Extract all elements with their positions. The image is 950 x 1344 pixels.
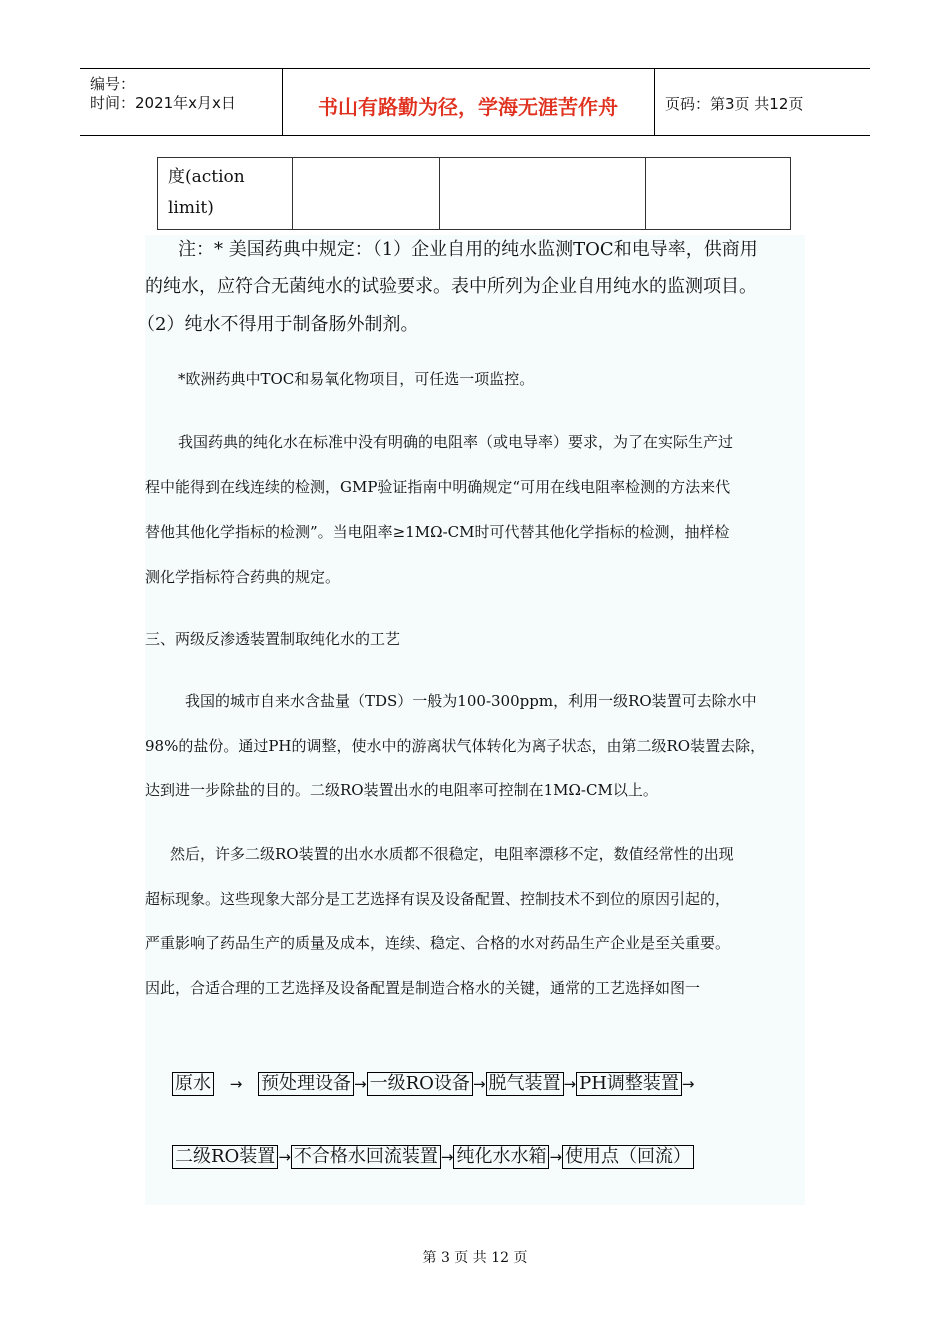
arrow-right-icon: → bbox=[354, 1075, 367, 1093]
note-line: 的纯水，应符合无菌纯水的试验要求。表中所列为企业自用纯水的监测项目。 bbox=[145, 276, 757, 297]
table-divider bbox=[439, 158, 440, 229]
page-header bbox=[80, 68, 870, 136]
flow-step-ph-adjust: PH调整装置 bbox=[576, 1072, 682, 1096]
header-page-cell bbox=[655, 69, 869, 135]
flow-step-purified-tank: 纯化水水箱 bbox=[453, 1145, 549, 1169]
arrow-right-icon: → bbox=[278, 1148, 291, 1166]
table-cell-line2: limit) bbox=[168, 198, 214, 218]
flow-step-reject-recycle: 不合格水回流装置 bbox=[291, 1145, 441, 1169]
flow-step-raw-water: 原水 bbox=[172, 1072, 214, 1096]
document-number-label: 编号： bbox=[90, 75, 136, 93]
paragraph-line: 测化学指标符合药典的规定。 bbox=[145, 568, 341, 586]
flow-step-ro-stage-2: 二级RO装置 bbox=[172, 1145, 278, 1169]
paragraph-line: 替他其他化学指标的检测”。当电阻率≥1MΩ-CM时可代替其他化学指标的检测，抽样检 bbox=[145, 523, 730, 541]
paragraph-line: 严重影响了药品生产的质量及成本，连续、稳定、合格的水对药品生产企业是至关重要。 bbox=[145, 934, 731, 952]
motto-text: 书山有路勤为径，学海无涯苦作舟 bbox=[318, 95, 618, 119]
flow-step-ro-stage-1: 一级RO设备 bbox=[367, 1072, 473, 1096]
arrow-right-icon: → bbox=[229, 1075, 243, 1093]
note-line: （2）纯水不得用于制备肠外制剂。 bbox=[137, 314, 419, 335]
paragraph-line: 98%的盐份。通过PH的调整，使水中的游离状气体转化为离子状态，由第二级RO装置去除， bbox=[145, 737, 766, 755]
page-number-label: 页码：第3页 共12页 bbox=[665, 95, 804, 113]
arrow-right-icon: → bbox=[472, 1075, 486, 1093]
arrow-right-icon: → bbox=[549, 1148, 563, 1166]
table-divider bbox=[292, 158, 293, 229]
flow-step-use-point: 使用点（回流） bbox=[562, 1145, 694, 1169]
header-left-cell bbox=[80, 69, 283, 135]
paragraph-line: 我国的城市自来水含盐量（TDS）一般为100-300ppm，利用一级RO装置可去除水中 bbox=[185, 692, 757, 710]
paragraph-line: 因此，合适合理的工艺选择及设备配置是制造合格水的关键，通常的工艺选择如图一 bbox=[145, 979, 701, 997]
paragraph-line: 达到进一步除盐的目的。二级RO装置出水的电阻率可控制在1MΩ-CM以上。 bbox=[145, 781, 658, 799]
table-divider bbox=[645, 158, 646, 229]
header-motto-cell bbox=[282, 69, 655, 135]
paragraph-line: 我国药典的纯化水在标准中没有明确的电阻率（或电导率）要求，为了在实际生产过 bbox=[178, 433, 734, 451]
document-time-label: 时间：2021年x月x日 bbox=[90, 94, 236, 112]
section-title: 三、两级反渗透装置制取纯化水的工艺 bbox=[145, 630, 401, 648]
arrow-right-icon: → bbox=[440, 1148, 454, 1166]
table-cell-line1: 度(action bbox=[168, 167, 245, 187]
paragraph-line: 程中能得到在线连续的检测，GMP验证指南中明确规定“可用在线电阻率检测的方法来代 bbox=[145, 478, 731, 496]
paragraph-line: 超标现象。这些现象大部分是工艺选择有误及设备配置、控制技术不到位的原因引起的， bbox=[145, 890, 731, 908]
process-flow-row-1 bbox=[172, 1072, 694, 1096]
limits-table-fragment bbox=[157, 157, 791, 230]
flow-step-pretreatment: 预处理设备 bbox=[258, 1072, 354, 1096]
euro-note: *欧洲药典中TOC和易氧化物项目，可任选一项监控。 bbox=[178, 370, 535, 388]
page-footer: 第 3 页 共 12 页 bbox=[422, 1250, 528, 1266]
arrow-right-icon: → bbox=[563, 1075, 577, 1093]
process-flow-row-2 bbox=[172, 1145, 694, 1169]
arrow-right-icon: → bbox=[681, 1075, 695, 1093]
paragraph-line: 然后，许多二级RO装置的出水水质都不很稳定，电阻率漂移不定，数值经常性的出现 bbox=[170, 845, 734, 863]
note-line: 注：* 美国药典中规定：（1）企业自用的纯水监测TOC和电导率，供商用 bbox=[178, 239, 758, 260]
flow-step-degasser: 脱气装置 bbox=[486, 1072, 564, 1096]
